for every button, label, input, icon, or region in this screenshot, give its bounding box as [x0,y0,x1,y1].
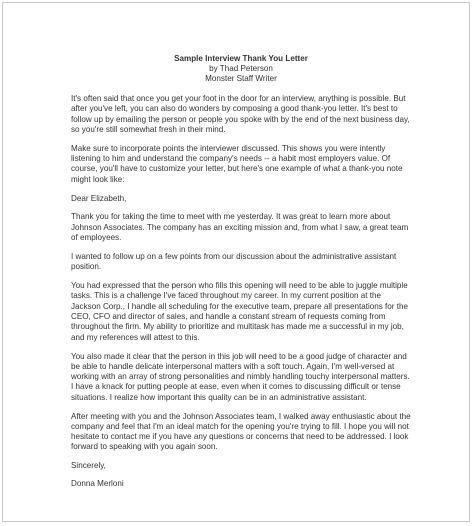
letter-paragraph-5: After meeting with you and the Johnson Associates team, I walked away enthusiastic about the company and feel that I'm an ideal match for the opening you're trying to fill. I hope you will not hesitate to contact me if you have any questions or concerns that need to be addressed. I look forward to speaking with you again soon. [71,411,411,452]
letter-document [71,54,411,498]
letter-paragraph-4: You also made it clear that the person in this job will need to be a good judge of character and be able to handle delicate interpersonal matters with a soft touch. Again, I'm well-versed at working with an array of strong personalities and nimbly handling touchy interpersonal matters. I have a knack for putting people at ease, even when it comes to discussing difficult or tense situations. I realize how important this quality can be in an administrative assistant. [71,351,410,402]
closing: Sincerely, [71,461,106,471]
letter-paragraph-3: You had expressed that the person who fills this opening will need to be able to juggle multiple tasks. This is a challenge I've faced throughout my career. In my current position at the Jackson Corp., I handle all scheduling for the executive team, prepare all presentations for the CEO, CFO and director of sales, and handle a constant stream of requests coming from throughout the firm. My ability to prioritize and multitask has made me a successful in my job, and my references will attest to this. [71,281,408,342]
intro-paragraph-1: It's often said that once you get your foot in the door for an interview, anything is possible. But after you've left, you can also do wonders by composing a good thank-you letter. It's best to follow up by emailing the person or people you spoke with by the end of the next business day, so you're still somewhat fresh in their mind. [71,94,410,134]
salutation: Dear Elizabeth, [71,193,127,203]
intro-paragraph-2: Make sure to incorporate points the interviewer discussed. This shows you were intently listening to him and understand the company's needs -- a habit most employers value. Of course, you'll have to customize your letter, but here's one example of what a thank-you note might look like: [71,143,403,184]
letter-paragraph-2: I wanted to follow up on a few points from our discussion about the administrative assistant position. [71,251,397,272]
letter-paragraph-1: Thank you for taking the time to meet with me yesterday. It was great to learn more about Johnson Associates. The company has an exciting mission and, from what I saw, a great team of employees. [71,212,409,243]
signature: Donna Merloni [71,479,124,489]
author-role: Monster Staff Writer [205,74,277,83]
byline: by Thad Peterson [209,64,273,73]
letter-title: Sample Interview Thank You Letter [174,54,308,63]
letter-header [71,54,411,84]
